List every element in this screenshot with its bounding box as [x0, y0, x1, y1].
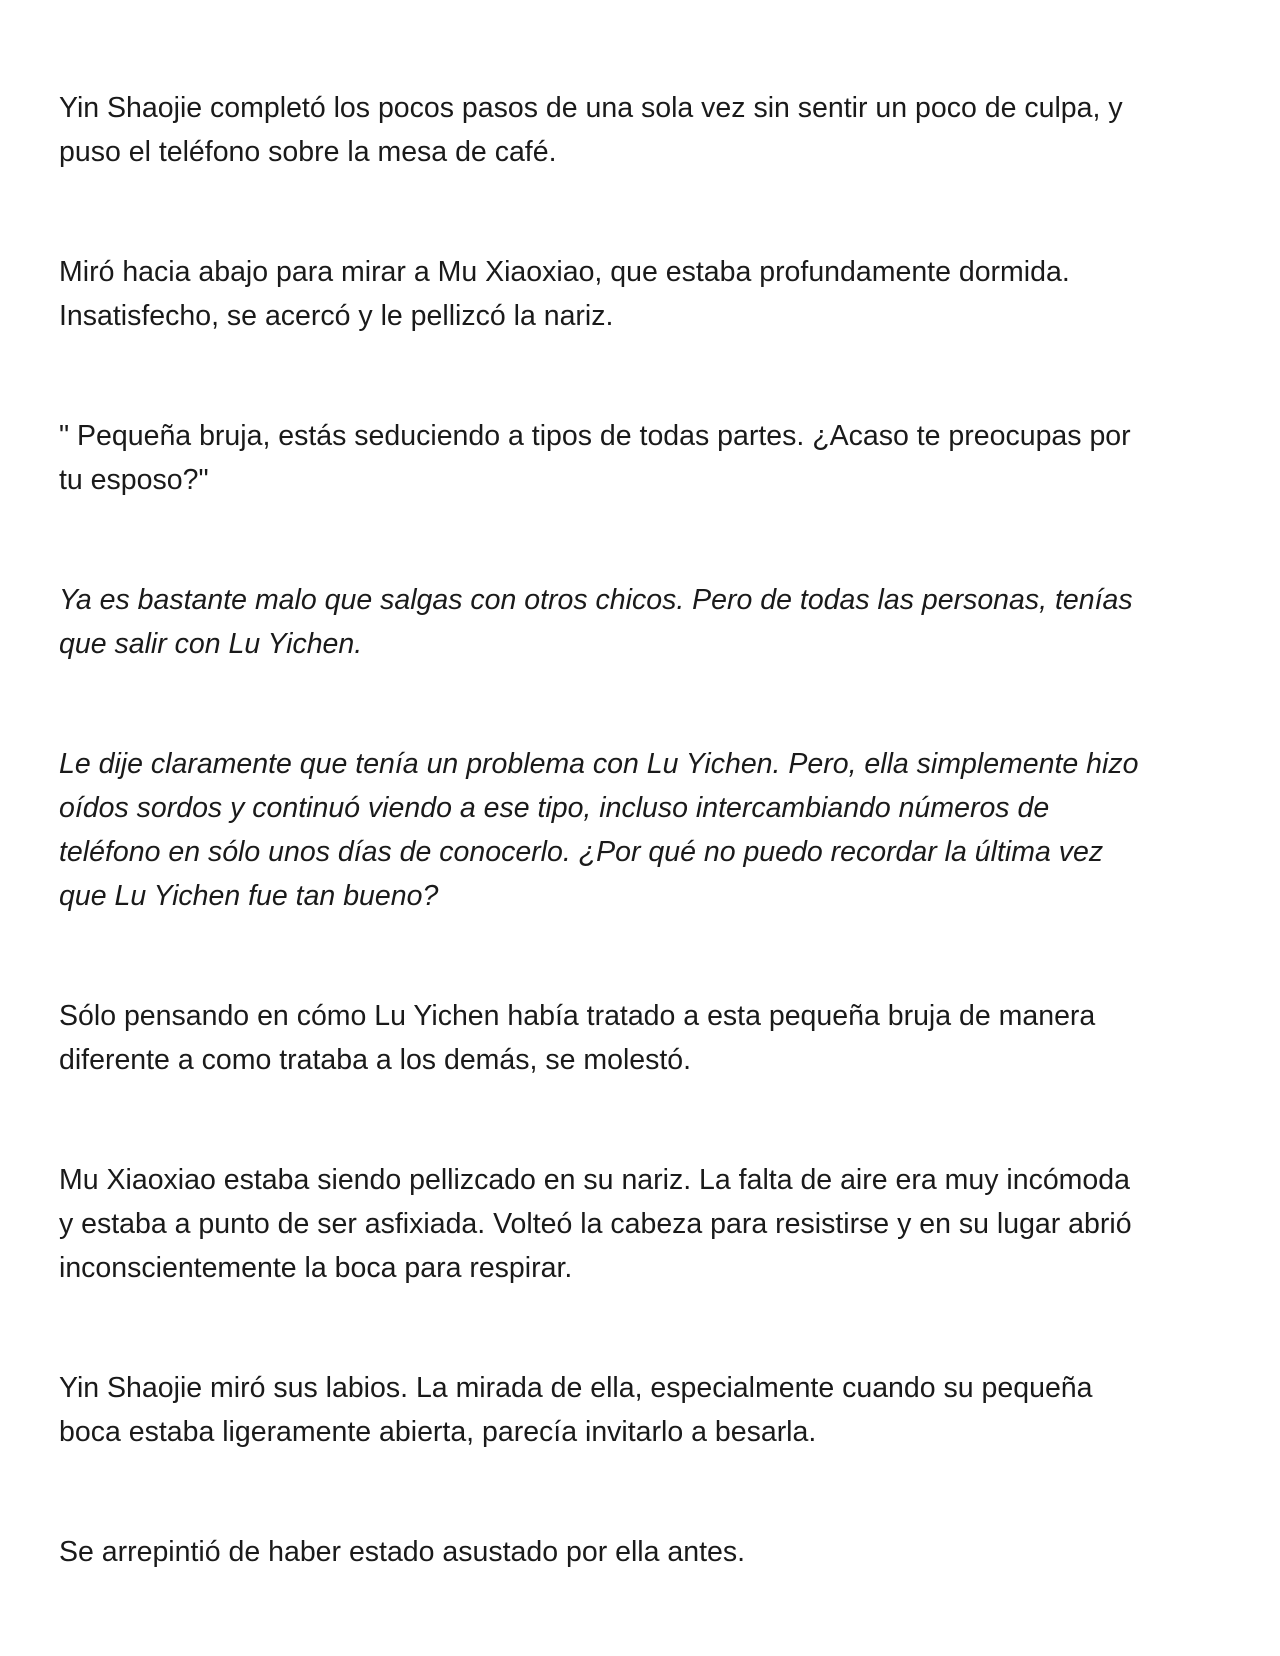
paragraph-6: Sólo pensando en cómo Lu Yichen había tratado a esta pequeña bruja de manera diferente a como trataba a los demás, se molestó. — [59, 1000, 1096, 1076]
paragraph-9: Se arrepintió de haber estado asustado por ella antes. — [59, 1536, 746, 1568]
paragraph-3: " Pequeña bruja, estás seduciendo a tipos de todas partes. ¿Acaso te preocupas por tu esposo?" — [59, 420, 1131, 496]
paragraph-1: Yin Shaojie completó los pocos pasos de una sola vez sin sentir un poco de culpa, y puso el teléfono sobre la mesa de café. — [59, 92, 1123, 168]
paragraph-4-thought: Ya es bastante malo que salgas con otros chicos. Pero de todas las personas, tenías que salir con Lu Yichen. — [59, 584, 1133, 660]
paragraph-5-thought: Le dije claramente que tenía un problema con Lu Yichen. Pero, ella simplemente hizo oídos sordos y continuó viendo a ese tipo, incluso intercambiando números de teléfono en sólo unos días de conocerlo. ¿Por qué no puedo recordar la última vez que Lu Yichen fue tan bueno? — [59, 748, 1139, 912]
paragraph-7: Mu Xiaoxiao estaba siendo pellizcado en su nariz. La falta de aire era muy incómoda y estaba a punto de ser asfixiada. Volteó la cabeza para resistirse y en su lugar abrió inconscientemente la boca para respirar. — [59, 1164, 1132, 1284]
document-page — [59, 86, 1209, 1650]
paragraph-8: Yin Shaojie miró sus labios. La mirada de ella, especialmente cuando su pequeña boca estaba ligeramente abierta, parecía invitarlo a besarla. — [59, 1372, 1093, 1448]
paragraph-2: Miró hacia abajo para mirar a Mu Xiaoxiao, que estaba profundamente dormida. Insatisfecho, se acercó y le pellizcó la nariz. — [59, 256, 1070, 332]
